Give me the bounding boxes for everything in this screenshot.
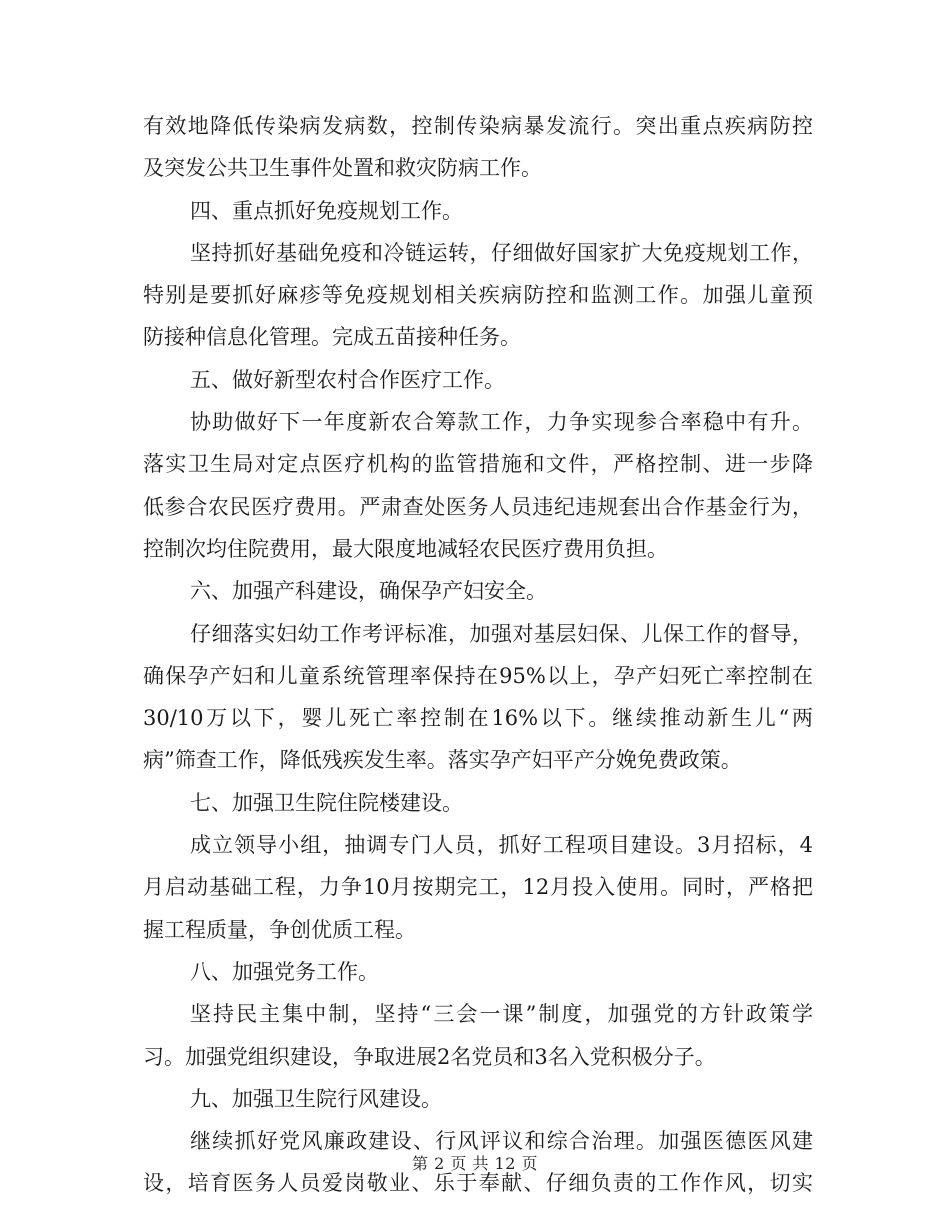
text-line: 仔细落实妇幼工作考评标准，加强对基层妇保、儿保工作的督导， bbox=[190, 621, 813, 646]
section-heading: 八、加强党务工作。 bbox=[190, 959, 379, 984]
text-line: 有效地降低传染病发病数，控制传染病暴发流行。突出重点疾病防控 bbox=[143, 114, 813, 138]
section-heading: 四、重点抓好免疫规划工作。 bbox=[190, 198, 463, 223]
page-number-footer: 第 2 页 共 12 页 bbox=[412, 1154, 538, 1173]
text-line: 月启动基础工程，力争10月按期完工，12月投入使用。同时，严格把 bbox=[143, 875, 813, 900]
section-heading: 九、加强卫生院行风建设。 bbox=[190, 1086, 442, 1111]
text-line: 防接种信息化管理。完成五苗接种任务。 bbox=[143, 325, 521, 350]
text-line: 设，培育医务人员爱岗敬业、乐于奉献、仔细负责的工作作风，切实 bbox=[143, 1171, 813, 1196]
text-line: 习。加强党组织建设，争取进展2名党员和3名入党积极分子。 bbox=[143, 1044, 716, 1069]
text-line: 及突发公共卫生事件处置和救灾防病工作。 bbox=[143, 156, 542, 181]
text-line: 握工程质量，争创优质工程。 bbox=[143, 917, 416, 942]
text-line: 落实卫生局对定点医疗机构的监管措施和文件，严格控制、进一步降 bbox=[143, 452, 813, 477]
text-line: 继续抓好党风廉政建设、行风评议和综合治理。加强医德医风建 bbox=[190, 1129, 813, 1154]
text-line: 确保孕产妇和儿童系统管理率保持在95%以上，孕产妇死亡率控制在 bbox=[143, 663, 813, 688]
section-heading: 五、做好新型农村合作医疗工作。 bbox=[190, 367, 505, 392]
text-line: 坚持抓好基础免疫和冷链运转，仔细做好国家扩大免疫规划工作， bbox=[190, 240, 813, 265]
section-heading: 六、加强产科建设，确保孕产妇安全。 bbox=[190, 579, 547, 604]
text-line: 协助做好下一年度新农合筹款工作，力争实现参合率稳中有升。 bbox=[190, 410, 813, 435]
text-line: 病”筛查工作，降低残疾发生率。落实孕产妇平产分娩免费政策。 bbox=[143, 748, 742, 773]
text-line: 特别是要抓好麻疹等免疫规划相关疾病防控和监测工作。加强儿童预 bbox=[143, 283, 813, 308]
text-line: 坚持民主集中制，坚持“三会一课”制度，加强党的方针政策学 bbox=[190, 1002, 813, 1027]
text-line: 30/10万以下，婴儿死亡率控制在16%以下。继续推动新生儿“两 bbox=[143, 706, 813, 731]
text-line: 低参合农民医疗费用。严肃查处医务人员违纪违规套出合作基金行为， bbox=[143, 494, 813, 519]
document-body bbox=[143, 105, 813, 1205]
text-line: 成立领导小组，抽调专门人员，抓好工程项目建设。3月招标，4 bbox=[190, 833, 813, 858]
text-line: 控制次均住院费用，最大限度地减轻农民医疗费用负担。 bbox=[143, 536, 668, 561]
section-heading: 七、加强卫生院住院楼建设。 bbox=[190, 790, 463, 815]
